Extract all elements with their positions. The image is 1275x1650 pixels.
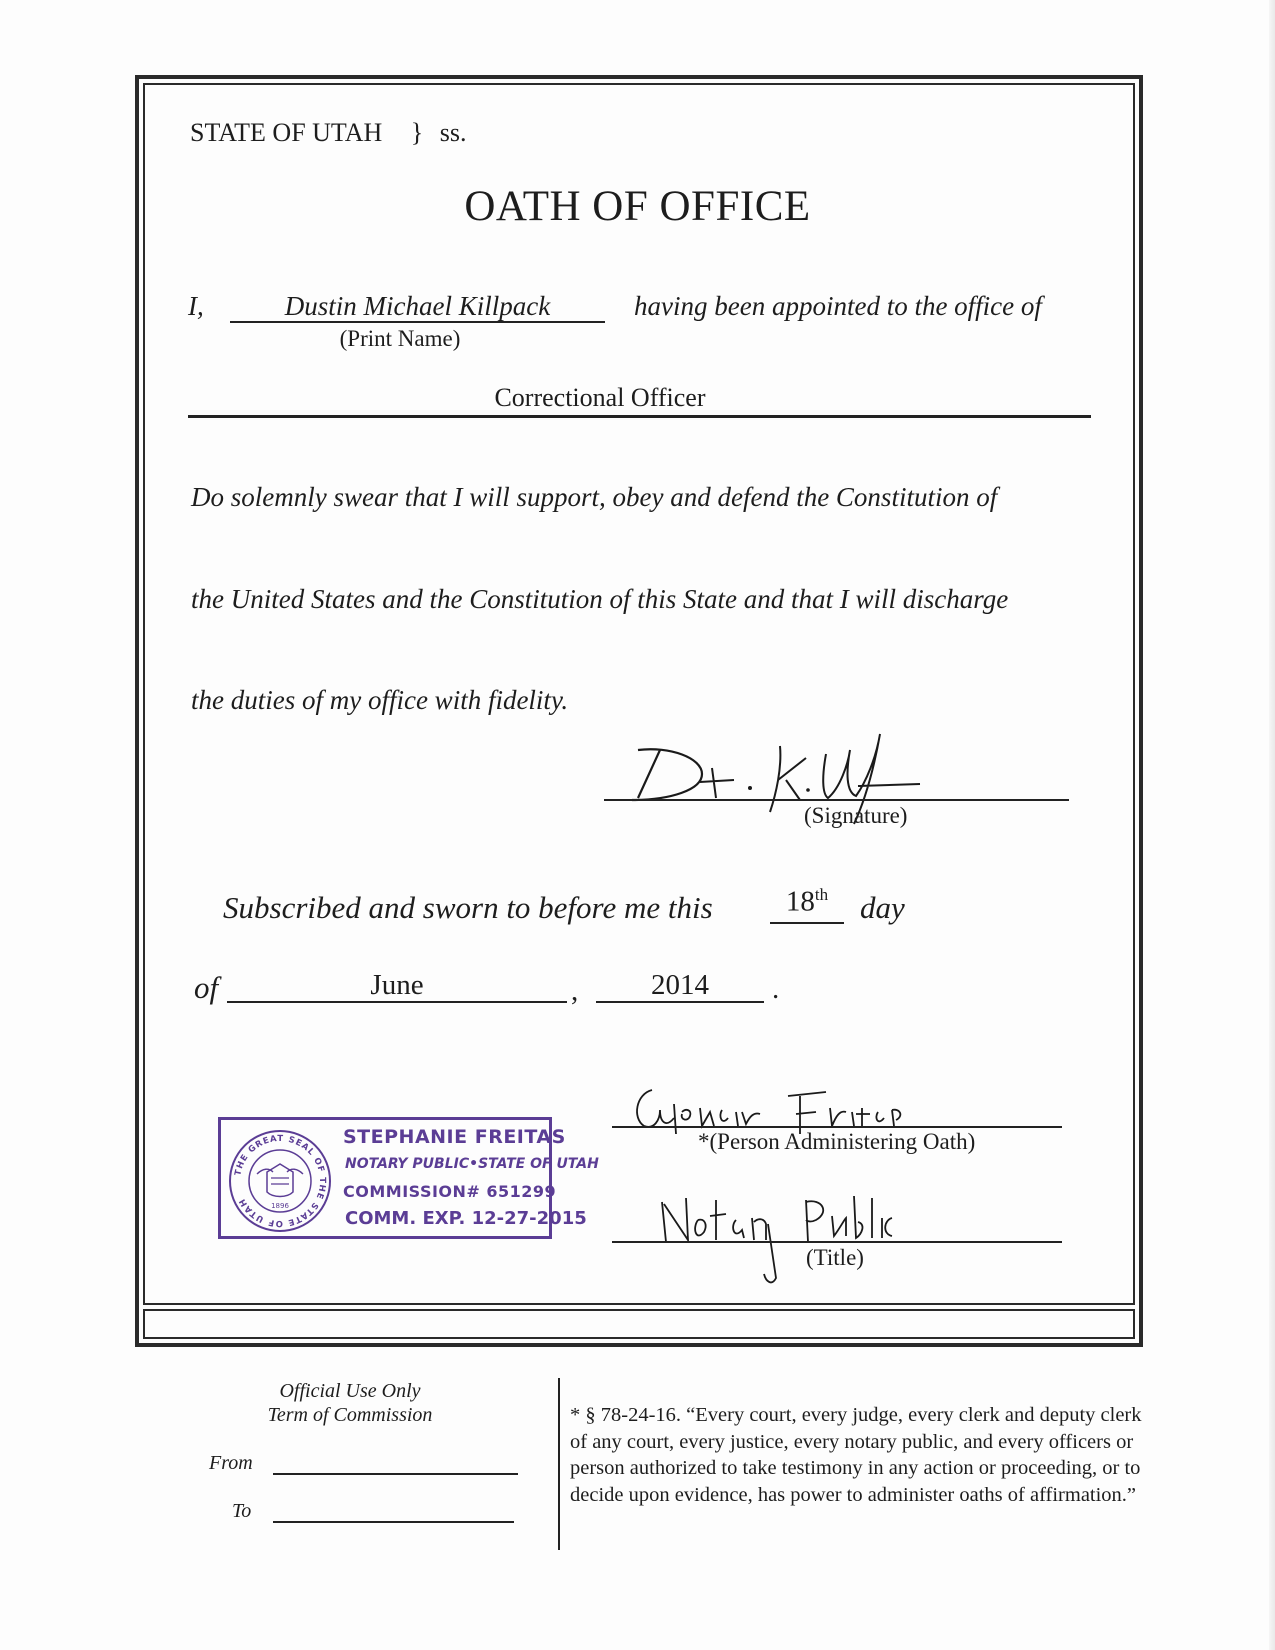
year-underline [596, 1001, 764, 1003]
date-comma: , [571, 975, 579, 1007]
of-word: of [194, 970, 219, 1005]
page-edge-shadow [1269, 0, 1275, 1650]
to-field[interactable] [273, 1521, 514, 1523]
signature-line [604, 799, 1069, 801]
from-label: From [209, 1452, 253, 1474]
title-handwriting [656, 1190, 896, 1290]
swear-line-2: the United States and the Constitution of this State and that I will discharge [191, 584, 1009, 614]
brace: } [410, 118, 424, 147]
commission-expiration: COMM. EXP. 12-27-2015 [345, 1208, 587, 1229]
subscribed-text: Subscribed and sworn to before me this [223, 890, 713, 925]
footer-divider [558, 1378, 560, 1550]
month-value: June [370, 969, 424, 1001]
title-label: (Title) [806, 1245, 864, 1270]
administrator-line [612, 1126, 1062, 1128]
name-underline [230, 321, 605, 323]
day-suffix: th [814, 885, 829, 904]
month-underline [227, 1001, 567, 1003]
term-of-commission-label: Term of Commission [267, 1404, 433, 1426]
officer-signature [630, 728, 970, 828]
statute-text: * § 78-24-16. “Every court, every judge, every clerk and deputy clerk of any court, every justice, every notary public, and every officers or person authorized to take testimony in any action or proceeding, or to decide upon evidence, has power to administer oaths of affirmation.” [570, 1404, 1142, 1506]
seal-year: 1896 [271, 1202, 289, 1210]
print-name-label: (Print Name) [339, 326, 461, 351]
svg-text:THE GREAT SEAL OF THE STATE OF: THE GREAT SEAL OF THE STATE OF UTAH [233, 1133, 328, 1229]
signature-label: (Signature) [804, 803, 908, 828]
to-label: To [232, 1500, 252, 1522]
oath-pronoun: I, [188, 291, 204, 321]
notary-stamp [218, 1117, 599, 1239]
bottom-border-band [143, 1309, 1135, 1339]
state-name: STATE OF UTAH [190, 118, 383, 147]
ss-abbrev: ss. [439, 118, 467, 147]
year-value: 2014 [651, 969, 709, 1001]
state-header [190, 118, 467, 148]
utah-seal-icon [227, 1128, 333, 1234]
office-title: Correctional Officer [494, 383, 706, 412]
date-period: . [772, 973, 780, 1005]
day-underline [770, 922, 844, 924]
swear-line-1: Do solemnly swear that I will support, obey and defend the Constitution of [191, 482, 998, 512]
document-title: OATH OF OFFICE [464, 183, 811, 230]
official-use-label: Official Use Only [279, 1380, 421, 1402]
printed-name: Dustin Michael Killpack [284, 291, 551, 321]
day-number [770, 885, 844, 919]
notary-name: STEPHANIE FREITAS [343, 1126, 566, 1148]
appointed-text: having been appointed to the office of [634, 291, 1042, 321]
day-word: day [860, 890, 905, 925]
commission-number: COMMISSION# 651299 [343, 1182, 557, 1201]
office-underline [188, 415, 1091, 418]
title-line [612, 1241, 1062, 1243]
swear-line-3: the duties of my office with fidelity. [191, 685, 569, 715]
notary-state: NOTARY PUBLIC•STATE OF UTAH [345, 1156, 599, 1172]
day-value: 18 [785, 885, 815, 918]
from-field[interactable] [273, 1473, 518, 1475]
administrator-label: *(Person Administering Oath) [698, 1129, 976, 1154]
